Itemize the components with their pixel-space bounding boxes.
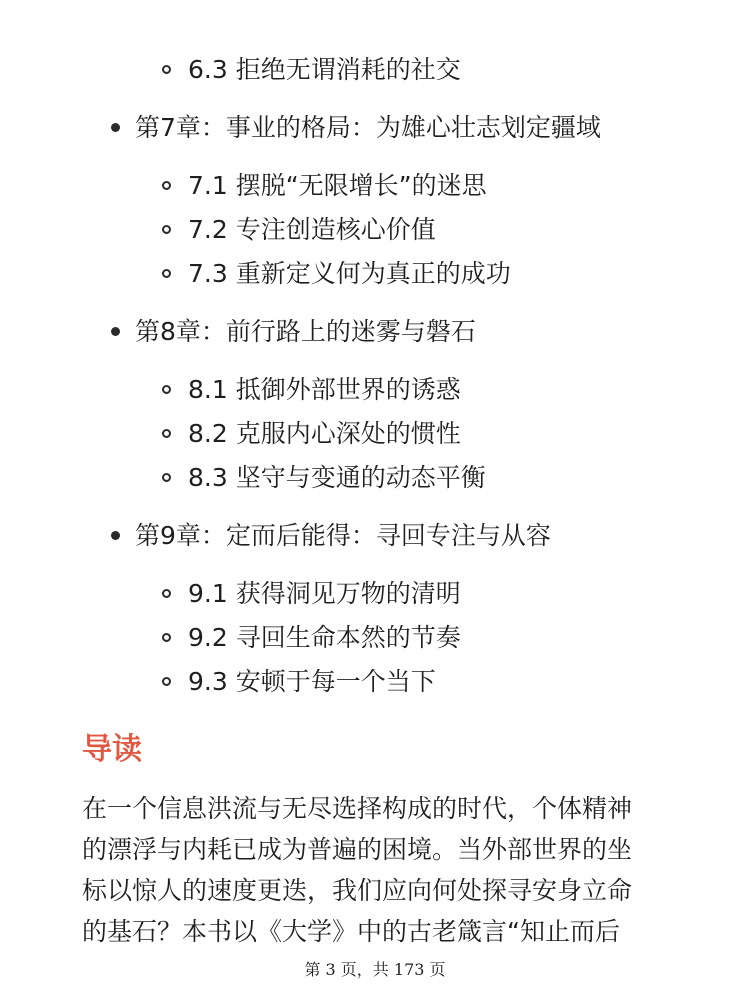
toc-section-text: 8.2 克服内心深处的惯性	[188, 419, 461, 448]
toc-section-item[interactable]	[0, 412, 750, 456]
toc-chapter-item[interactable]	[0, 310, 750, 354]
toc-section-text: 7.1 摆脱“无限增长”的迷思	[188, 171, 487, 200]
toc-chapter-item[interactable]	[0, 514, 750, 558]
hollow-circle-bullet-icon	[162, 589, 171, 598]
hollow-circle-bullet-icon	[162, 429, 171, 438]
toc-section-item[interactable]	[0, 368, 750, 412]
hollow-circle-bullet-icon	[162, 633, 171, 642]
toc-section-item[interactable]	[0, 456, 750, 500]
hollow-circle-bullet-icon	[162, 385, 171, 394]
toc-section-item[interactable]	[0, 48, 750, 92]
hollow-circle-bullet-icon	[162, 269, 171, 278]
toc-section-text: 9.1 获得洞见万物的清明	[188, 579, 461, 608]
filled-circle-bullet-icon	[111, 327, 120, 336]
toc-chapter-item[interactable]	[0, 106, 750, 150]
hollow-circle-bullet-icon	[162, 181, 171, 190]
toc-chapter-text: 第8章：前行路上的迷雾与磐石	[135, 317, 476, 346]
intro-heading: 导读	[82, 732, 142, 767]
toc-section-item[interactable]	[0, 252, 750, 296]
intro-line: 的基石？本书以《大学》中的古老箴言“知止而后	[82, 917, 620, 946]
page-number-footer: 第 3 页，共 173 页	[304, 960, 446, 979]
intro-line: 标以惊人的速度更迭，我们应向何处探寻安身立命	[82, 876, 633, 905]
toc-section-text: 8.3 坚守与变通的动态平衡	[188, 463, 486, 492]
toc-section-item[interactable]	[0, 660, 750, 704]
toc-section-item[interactable]	[0, 616, 750, 660]
intro-line: 在一个信息洪流与无尽选择构成的时代，个体精神	[82, 794, 633, 823]
toc-section-text: 9.3 安顿于每一个当下	[188, 667, 436, 696]
toc-section-item[interactable]	[0, 572, 750, 616]
hollow-circle-bullet-icon	[162, 65, 171, 74]
toc-section-text: 7.3 重新定义何为真正的成功	[188, 259, 511, 288]
intro-paragraph	[82, 788, 632, 952]
toc-section-text: 7.2 专注创造核心价值	[188, 215, 436, 244]
toc-section-item[interactable]	[0, 164, 750, 208]
toc-section-text: 9.2 寻回生命本然的节奏	[188, 623, 461, 652]
filled-circle-bullet-icon	[111, 123, 120, 132]
hollow-circle-bullet-icon	[162, 677, 171, 686]
intro-line: 的漂浮与内耗已成为普遍的困境。当外部世界的坐	[82, 835, 633, 864]
toc-section-text: 6.3 拒绝无谓消耗的社交	[188, 55, 461, 84]
toc-section-text: 8.1 抵御外部世界的诱惑	[188, 375, 461, 404]
table-of-contents	[0, 48, 750, 704]
toc-chapter-text: 第7章：事业的格局：为雄心壮志划定疆域	[135, 113, 601, 142]
hollow-circle-bullet-icon	[162, 473, 171, 482]
toc-chapter-text: 第9章：定而后能得：寻回专注与从容	[135, 521, 551, 550]
hollow-circle-bullet-icon	[162, 225, 171, 234]
filled-circle-bullet-icon	[111, 531, 120, 540]
toc-section-item[interactable]	[0, 208, 750, 252]
